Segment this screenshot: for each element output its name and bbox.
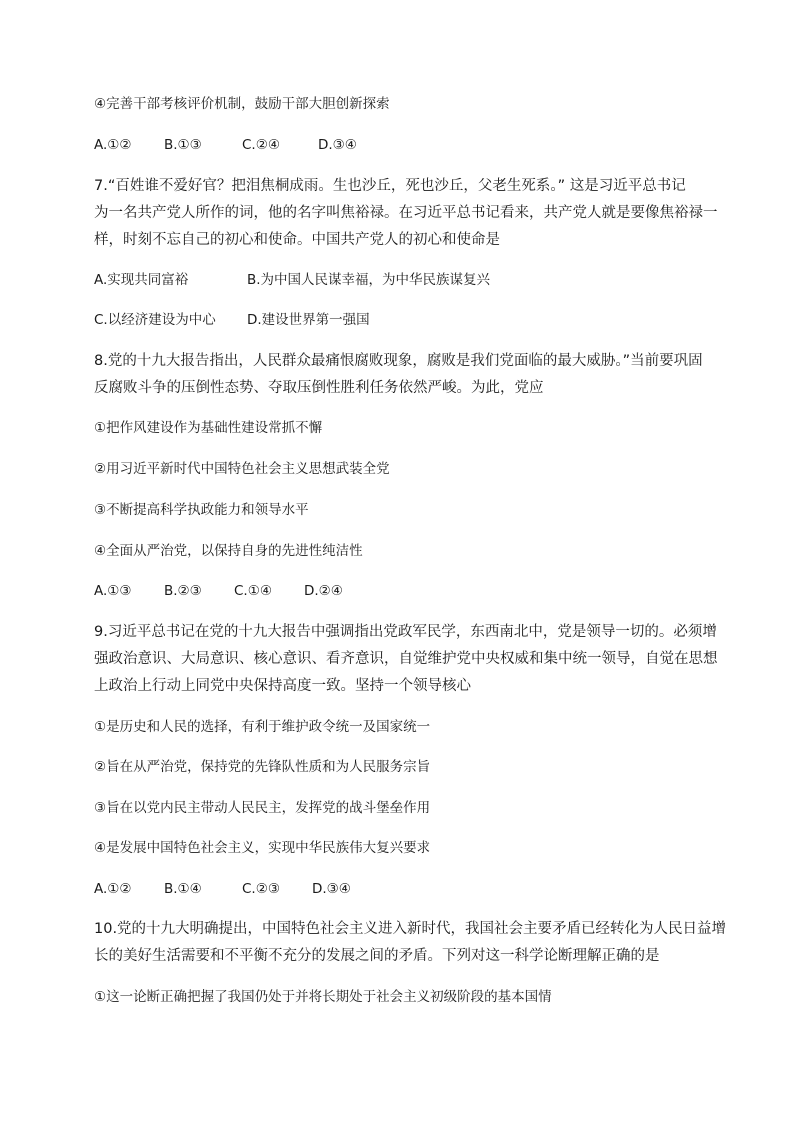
q10-stem-line-2: 长的美好生活需要和不平衡不充分的发展之间的矛盾。下列对这一科学论断理解正确的是 bbox=[94, 948, 660, 964]
q7-stem-line-2: 为一名共产党人所作的词，他的名字叫焦裕禄。在习近平总书记看来，共产党人就是要像焦裕禄一 bbox=[94, 205, 718, 221]
q9-stem-line-3: 上政治上行动上同党中央保持高度一致。坚持一个领导核心 bbox=[94, 678, 471, 694]
q8-option-d: D.②④ bbox=[304, 583, 343, 599]
q6-option-c: C.②④ bbox=[242, 137, 280, 153]
q8-statement-1: ①把作风建设作为基础性建设常抓不懈 bbox=[94, 420, 323, 436]
q9-statement-2: ②旨在从严治党，保持党的先锋队性质和为人民服务宗旨 bbox=[94, 759, 431, 775]
q8-stem-line-2: 反腐败斗争的压倒性态势、夺取压倒性胜利任务依然严峻。为此，党应 bbox=[94, 380, 544, 396]
q7-option-b: B.为中国人民谋幸福，为中华民族谋复兴 bbox=[247, 272, 491, 288]
q8-statement-4: ④全面从严治党，以保持自身的先进性纯洁性 bbox=[94, 543, 363, 559]
q7-stem-line-3: 样，时刻不忘自己的初心和使命。中国共产党人的初心和使命是 bbox=[94, 232, 500, 248]
q7-options-row-2 bbox=[94, 310, 370, 330]
q8-option-a: A.①③ bbox=[94, 583, 132, 599]
q9-option-d: D.③④ bbox=[312, 881, 351, 897]
q10-statement-1: ①这一论断正确把握了我国仍处于并将长期处于社会主义初级阶段的基本国情 bbox=[94, 989, 552, 1005]
q10-stem-line-1: 10.党的十九大明确提出，中国特色社会主义进入新时代，我国社会主要矛盾已经转化为人民日益增 bbox=[94, 921, 727, 937]
q8-stem-line-1: 8.党的十九大报告指出，人民群众最痛恨腐败现象，腐败是我们党面临的最大威胁。”当前要巩固 bbox=[94, 353, 703, 369]
q8-option-c: C.①④ bbox=[234, 583, 272, 599]
q9-statement-3: ③旨在以党内民主带动人民民主，发挥党的战斗堡垒作用 bbox=[94, 800, 431, 816]
q7-stem-line-1: 7.“百姓谁不爱好官？把泪焦桐成雨。生也沙丘，死也沙丘，父老生死系。” 这是习近平总书记 bbox=[94, 178, 686, 194]
q7-options-row-1 bbox=[94, 270, 490, 290]
q6-options bbox=[94, 135, 357, 155]
q9-statement-4: ④是发展中国特色社会主义，实现中华民族伟大复兴要求 bbox=[94, 840, 431, 856]
q9-option-a: A.①② bbox=[94, 881, 132, 897]
q9-option-b: B.①④ bbox=[164, 881, 202, 897]
q7-option-c: C.以经济建设为中心 bbox=[94, 312, 216, 328]
q9-stem-line-2: 强政治意识、大局意识、核心意识、看齐意识，自觉维护党中央权威和集中统一领导，自觉在思想 bbox=[94, 651, 718, 667]
q9-option-c: C.②③ bbox=[242, 881, 280, 897]
q9-options bbox=[94, 879, 351, 899]
q8-option-b: B.②③ bbox=[164, 583, 202, 599]
q8-statement-3: ③不断提高科学执政能力和领导水平 bbox=[94, 502, 309, 518]
q8-statement-2: ②用习近平新时代中国特色社会主义思想武装全党 bbox=[94, 461, 390, 477]
q7-option-d: D.建设世界第一强国 bbox=[247, 312, 370, 328]
q6-option-d: D.③④ bbox=[318, 137, 357, 153]
q6-option-a: A.①② bbox=[94, 137, 132, 153]
q7-option-a: A.实现共同富裕 bbox=[94, 272, 189, 288]
q6-option-b: B.①③ bbox=[164, 137, 202, 153]
q8-options bbox=[94, 581, 343, 601]
q9-statement-1: ①是历史和人民的选择，有利于维护政令统一及国家统一 bbox=[94, 719, 431, 735]
q9-stem-line-1: 9.习近平总书记在党的十九大报告中强调指出党政军民学，东西南北中，党是领导一切的。必须增 bbox=[94, 624, 717, 640]
q6-statement-4: ④完善干部考核评价机制，鼓励干部大胆创新探索 bbox=[94, 96, 390, 112]
